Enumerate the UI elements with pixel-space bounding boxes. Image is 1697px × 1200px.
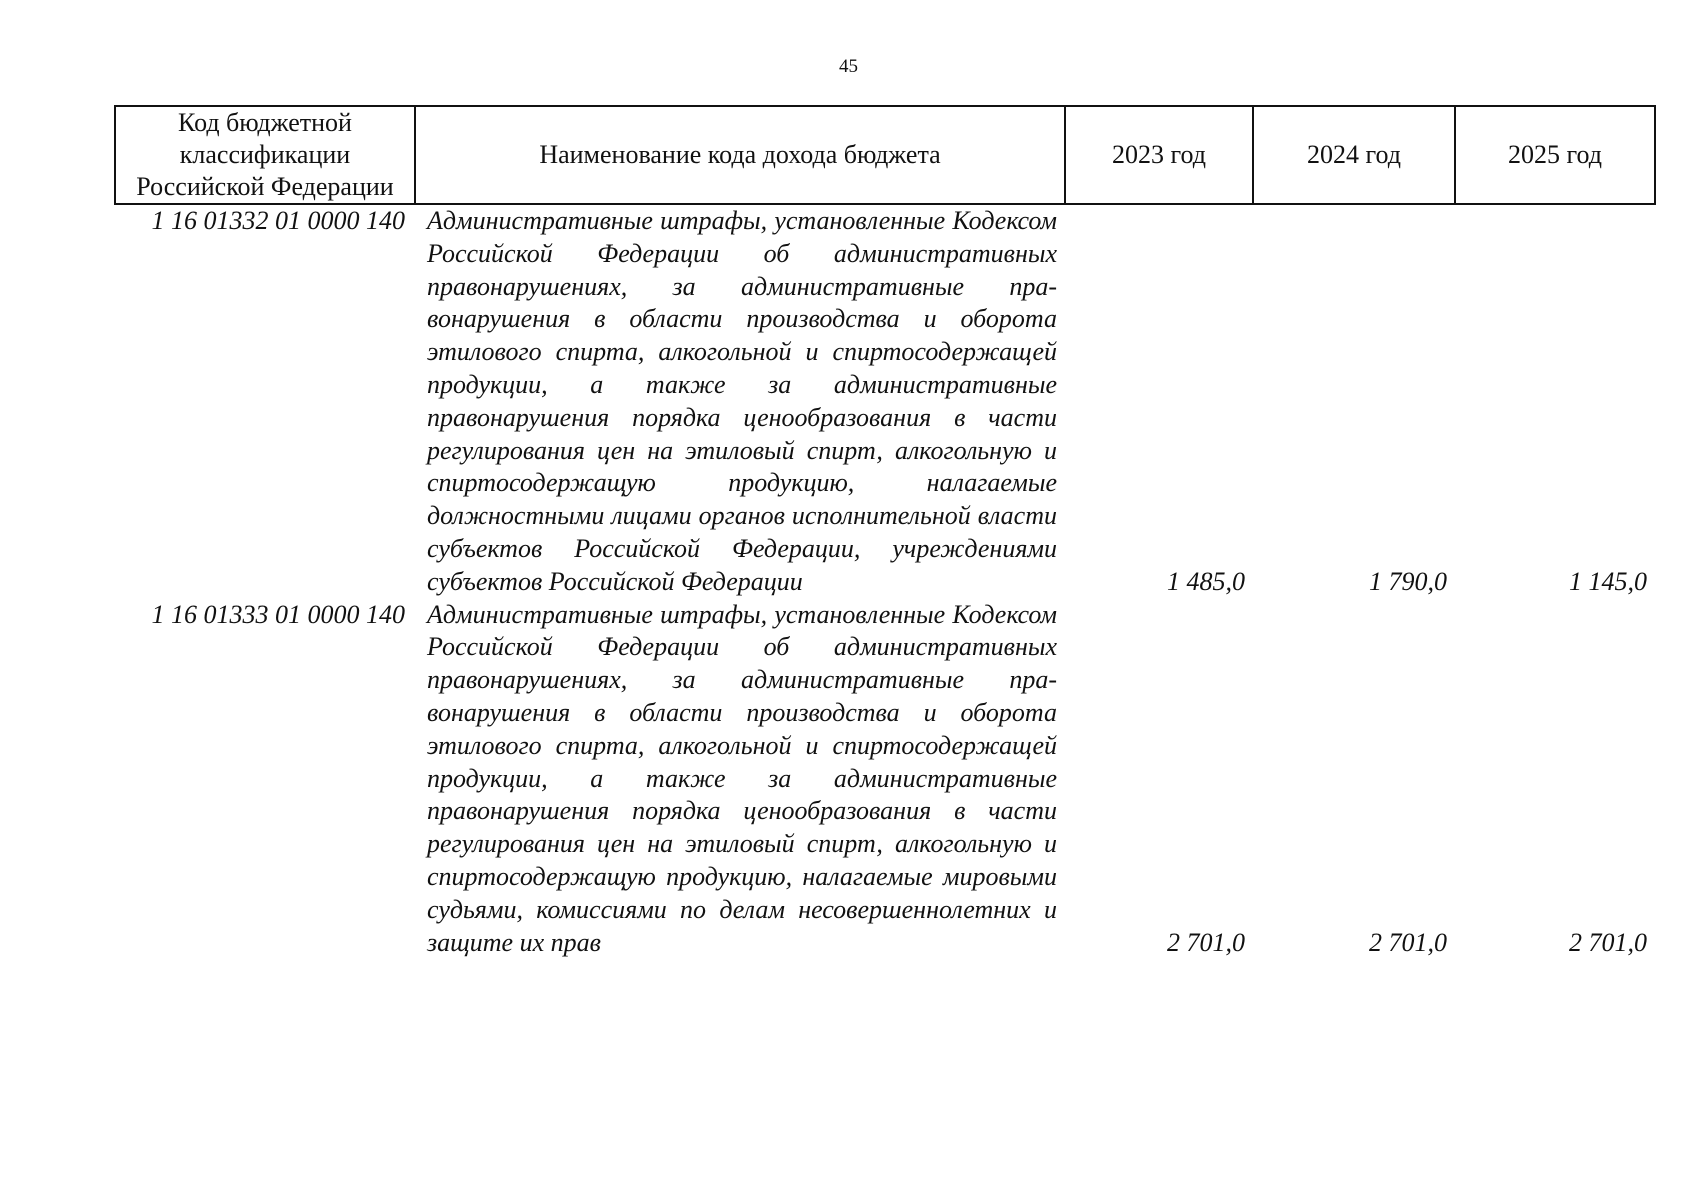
header-row [115, 106, 1655, 204]
row-code: 1 16 01333 01 0000 140 [151, 599, 405, 629]
row-name: Административные штрафы, установленные Кодексом Российской Федерации об административных правонарушениях, за административные правонарушения в области производства и оборота этилового спирта, алкогольной и спиртосодержащей продукции, а также за административные правонарушения порядка ценообразования в части регулирования цен на этиловый спирт, алкогольную и спиртосодержащую продукцию, налагаемые мировыми судьями, комиссиями по делам несовершеннолетних и защите их прав [427, 599, 1057, 957]
row-value-2025: 2 701,0 [1569, 927, 1647, 957]
table-body [115, 204, 1655, 959]
table-row [115, 599, 1655, 960]
header-name: Наименование кода дохода бюджета [415, 106, 1065, 204]
row-value-2023: 1 485,0 [1167, 566, 1245, 596]
row-code: 1 16 01332 01 0000 140 [151, 206, 405, 235]
row-value-2024: 1 790,0 [1369, 566, 1447, 596]
header-2023: 2023 год [1065, 106, 1253, 204]
table-row [115, 204, 1655, 599]
row-value-2023: 2 701,0 [1167, 927, 1245, 957]
table-header [115, 106, 1655, 204]
row-value-2024: 2 701,0 [1369, 927, 1447, 957]
header-code: Код бюджетной классификации Российской Федерации [115, 106, 415, 204]
row-name: Административные штрафы, установленные Кодексом Российской Федерации об административных правонарушениях, за административные правонарушения в области производства и оборота этилового спирта, алкогольной и спиртосодержащей продукции, а также за административные правонарушения порядка ценообразования в части регулирования цен на этиловый спирт, алкогольную и спиртосодержащую продукцию, налагаемые должностными лицами органов исполнительной власти субъектов Российской Федерации, учреждениями субъектов Российской Федерации [427, 206, 1057, 596]
budget-revenue-table [114, 105, 1656, 959]
header-2025: 2025 год [1455, 106, 1655, 204]
page-number: 45 [839, 56, 858, 77]
row-value-2025: 1 145,0 [1569, 566, 1647, 596]
header-2024: 2024 год [1253, 106, 1455, 204]
